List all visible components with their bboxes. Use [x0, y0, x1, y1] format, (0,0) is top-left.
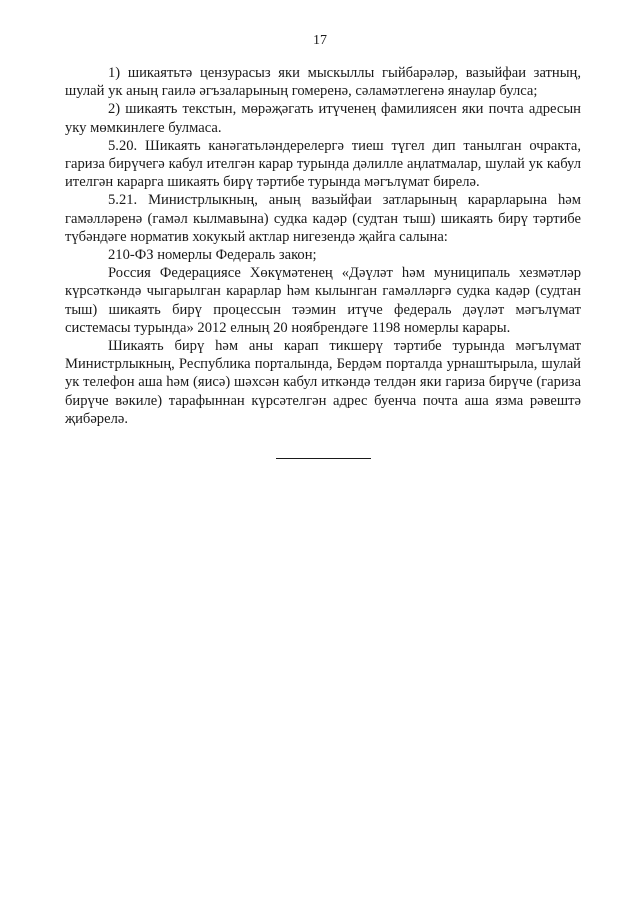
paragraph-subitem-2: 2) шикаять текстын, мөрәҗәгать итүченең фамилиясен яки почта адресын уку мөмкинлеге булмаса. [65, 101, 581, 136]
paragraph-5-21: 5.21. Министрлыкның, аның вазыйфаи затларының карарларына һәм гамәлләренә (гамәл кылмавына) судка кадәр (судтан тыш) шикаять бирү тәртибе түбәндәге норматив хокукый актлар нигезендә җайга салына: [65, 192, 581, 245]
paragraph-complaint-info: Шикаять бирү һәм аны карап тикшерү тәртибе турында мәгълүмат Министрлыкның, Республика порталында, Бердәм порталда урнаштырыла, шулай ук телефон аша һәм (яисә) шәхсән кабул иткәндә телдән яки гариза бирүче (гариза бирүче вәкиле) тарафыннан күрсәтелгән адрес буенча почта аша язма рәвештә җибәрелә. [65, 338, 581, 427]
paragraph-subitem-1: 1) шикаятьтә цензурасыз яки мыскыллы гыйбарәләр, вазыйфаи затның, шулай ук аның гаилә әгъзаларының гомеренә, сәламәтлегенә янаулар булса; [65, 65, 581, 100]
page-number: 17 [313, 33, 327, 48]
paragraph-government-resolution: Россия Федерациясе Хөкүмәтенең «Дәүләт һәм муниципаль хезмәтләр күрсәткәндә чыгарылган карарлар һәм кылынган гамәлләргә судка кадәр (судтан тыш) шикаять бирү процессын тәэмин итүче федераль дәүләт мәгълүмат системасы турында» 2012 елның 20 ноябрендәге 1198 номерлы карары. [65, 265, 581, 336]
document-body [65, 64, 581, 428]
end-divider [276, 458, 371, 459]
paragraph-federal-law: 210-ФЗ номерлы Федераль закон; [108, 247, 317, 264]
paragraph-5-20: 5.20. Шикаять канәгатьләндерелергә тиеш түгел дип танылган очракта, гариза бирүчегә кабул ителгән карар турында дәлилле аңлатмалар, шулай ук кабул ителгән карарга шикаять бирү тәртибе турында мәгълүмат бирелә. [65, 137, 581, 191]
